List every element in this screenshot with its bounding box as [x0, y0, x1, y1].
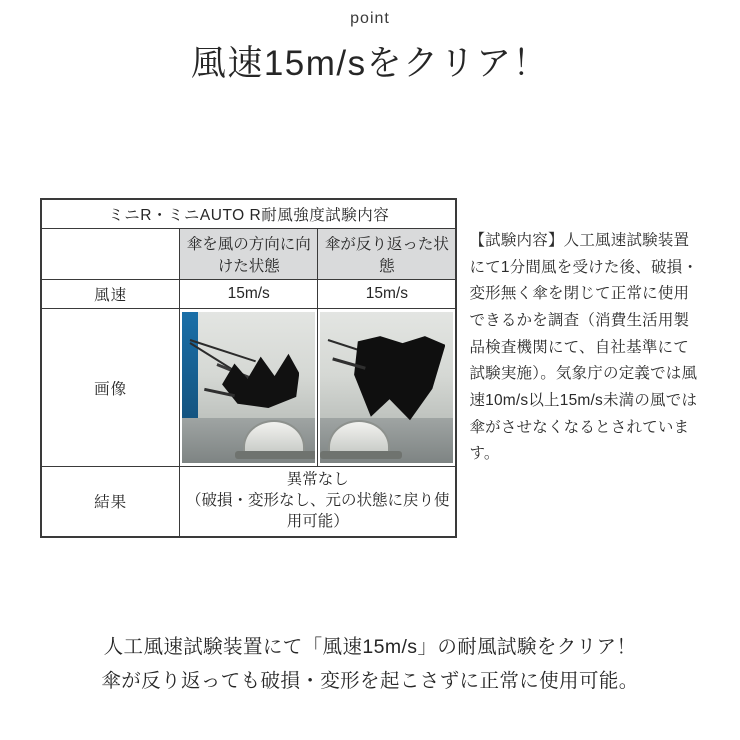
result-cell	[180, 467, 456, 537]
table-header-row	[42, 229, 456, 280]
umbrella-icon	[222, 348, 299, 417]
row-label-image: 画像	[42, 309, 180, 467]
content-area	[40, 198, 704, 538]
wind-test-table	[40, 198, 457, 538]
windspeed-value-2: 15m/s	[318, 280, 456, 309]
windspeed-value-1: 15m/s	[180, 280, 318, 309]
table-row	[42, 309, 456, 467]
footer-line-1: 人工風速試験装置にて「風速15m/s」の耐風試験をクリア！	[103, 635, 637, 658]
table-caption: ミニR・ミニAUTO R耐風強度試験内容	[42, 200, 456, 229]
umbrella-inverted-icon	[352, 336, 445, 424]
row-label-windspeed: 風速	[42, 280, 180, 309]
footer-line-2: 傘が反り返っても破損・変形を起こさずに正常に使用可能。	[101, 669, 639, 692]
table-row	[42, 280, 456, 309]
column-header-1: 傘を風の方向に向けた状態	[180, 229, 318, 280]
table-caption-row	[42, 200, 456, 229]
result-line-1: 異常なし	[286, 471, 349, 488]
result-line-2: （破損・変形なし、元の状態に戻り使用可能）	[186, 491, 450, 530]
corner-cell	[42, 229, 180, 280]
test-description: 【試験内容】人工風速試験装置にて1分間風を受けた後、破損・変形無く傘を閉じて正常に使用できるかを調査（消費生活用製品検査機関にて、自社基準にて試験実施）。気象庁の定義では風速10m/s以上15m/s未満の風では傘がさせなくなるとされています。	[469, 232, 699, 463]
row-label-result: 結果	[42, 467, 180, 537]
column-header-2: 傘が反り返った状態	[318, 229, 456, 280]
table-row	[42, 467, 456, 537]
page-title: 風速15m/sをクリア！	[190, 44, 550, 83]
footer-summary	[0, 630, 740, 698]
page-eyebrow: point	[350, 10, 390, 27]
umbrella-facing-wind-photo	[180, 309, 318, 467]
umbrella-inverted-photo	[318, 309, 456, 467]
